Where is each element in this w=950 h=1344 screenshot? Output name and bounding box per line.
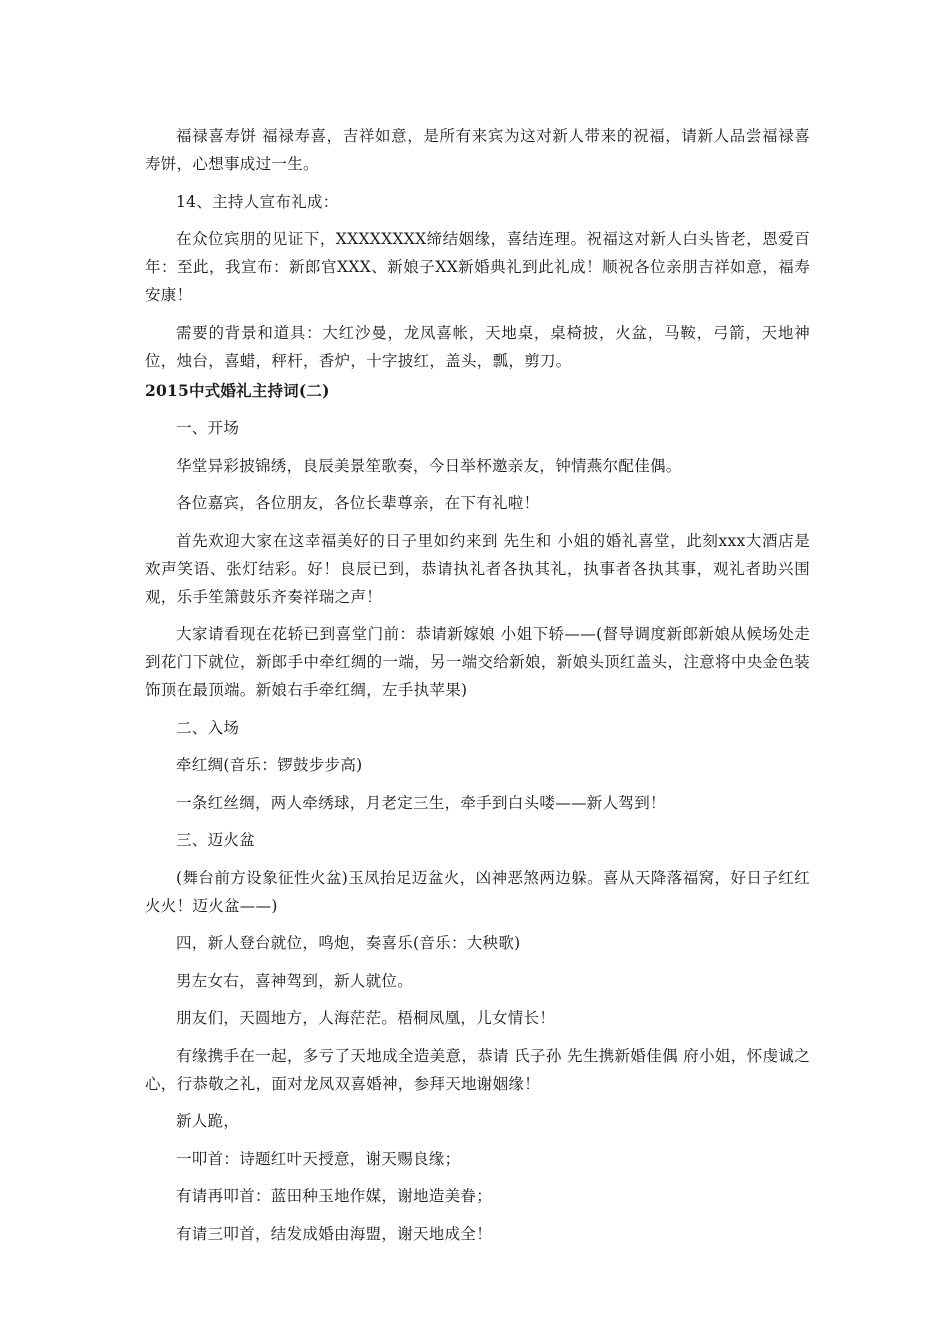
paragraph-silk-verse: 一条红丝绸，两人牵绣球，月老定三生，牵手到白头喽——新人驾到！: [176, 793, 666, 812]
paragraph-sedan: 大家请看现在花轿已到喜堂门前：恭请新嫁娘 小姐下轿——(督导调度新郎新娘从候场处走到花门下就位，新郎手中牵红绸的一端，另一端交给新娘，新娘头顶红盖头，注意将中央金色装饰顶在最顶端。新娘右手牵红绸，左手执苹果): [145, 625, 810, 699]
section-entrance: 二、入场: [176, 718, 240, 737]
paragraph-host-announce: 14、主持人宣布礼成：: [176, 192, 339, 211]
paragraph-red-silk: 牵红绸(音乐：锣鼓步步高): [176, 756, 363, 774]
paragraph-friends: 朋友们，天圆地方，人海茫茫。梧桐凤凰，儿女情长！: [176, 1009, 556, 1027]
paragraph-greeting: 各位嘉宾，各位朋友，各位长辈尊亲，在下有礼啦！: [176, 494, 540, 512]
paragraph-props-list: 需要的背景和道具：大红沙曼，龙凤喜帐，天地桌，桌椅披，火盆，马鞍，弓箭，天地神位，烛台，喜蜡，秤杆，香炉，十字披红，盖头，瓢，剪刀。: [145, 323, 810, 370]
paragraph-fire-basin: (舞台前方设象征性火盆)玉凤抬足迈盆火，凶神恶煞两边躲。喜从天降落福窝，好日子红红火火！迈火盆——): [145, 868, 810, 915]
paragraph-welcome: 首先欢迎大家在这幸福美好的日子里如约来到 先生和 小姐的婚礼喜堂，此刻xxx大酒店是欢声笑语、张灯结彩。好！良辰已到，恭请执礼者各执其礼，执事者各执其事，观礼者助兴围观，乐手笙箫鼓乐齐奏祥瑞之声！: [145, 531, 810, 606]
paragraph-ceremony-complete: 在众位宾朋的见证下，XXXXXXXX缔结姻缘，喜结连理。祝福这对新人白头皆老，恩爱百年：至此，我宣布：新郎官XXX、新娘子XX新婚典礼到此礼成！顺祝各位亲朋吉祥如意，福寿安康！: [145, 230, 810, 304]
paragraph-kneel: 新人跪，: [176, 1112, 240, 1130]
paragraph-positions: 男左女右，喜神驾到，新人就位。: [176, 971, 414, 990]
section-heading: 2015中式婚礼主持词(二): [145, 380, 330, 400]
paragraph-third-bow: 有请三叩首，结发成婚由海盟，谢天地成全！: [176, 1224, 493, 1243]
paragraph-blessing-cake: 福禄喜寿饼 福禄寿喜，吉祥如意，是所有来宾为这对新人带来的祝福，请新人品尝福禄喜寿饼，心想事成过一生。: [145, 127, 810, 173]
paragraph-first-bow: 一叩首：诗题红叶天授意，谢天赐良缘；: [176, 1149, 461, 1168]
paragraph-verse: 华堂异彩披锦绣，良辰美景笙歌奏，今日举杯邀亲友，钟情燕尔配佳偶。: [176, 456, 682, 475]
paragraph-worship: 有缘携手在一起，多亏了天地成全造美意，恭请 氏子孙 先生携新婚佳偶 府小姐，怀虔诚之心，行恭敬之礼，面对龙凤双喜婚神，参拜天地谢姻缘！: [145, 1046, 810, 1093]
section-fire-basin: 三、迈火盆: [176, 831, 256, 849]
section-opening: 一、开场: [176, 419, 240, 437]
document-page: [145, 122, 810, 1248]
section-stage: 四，新人登台就位，鸣炮，奏喜乐(音乐：大秧歌): [176, 934, 521, 952]
paragraph-second-bow: 有请再叩首：蓝田种玉地作媒，谢地造美眷；: [176, 1187, 493, 1205]
